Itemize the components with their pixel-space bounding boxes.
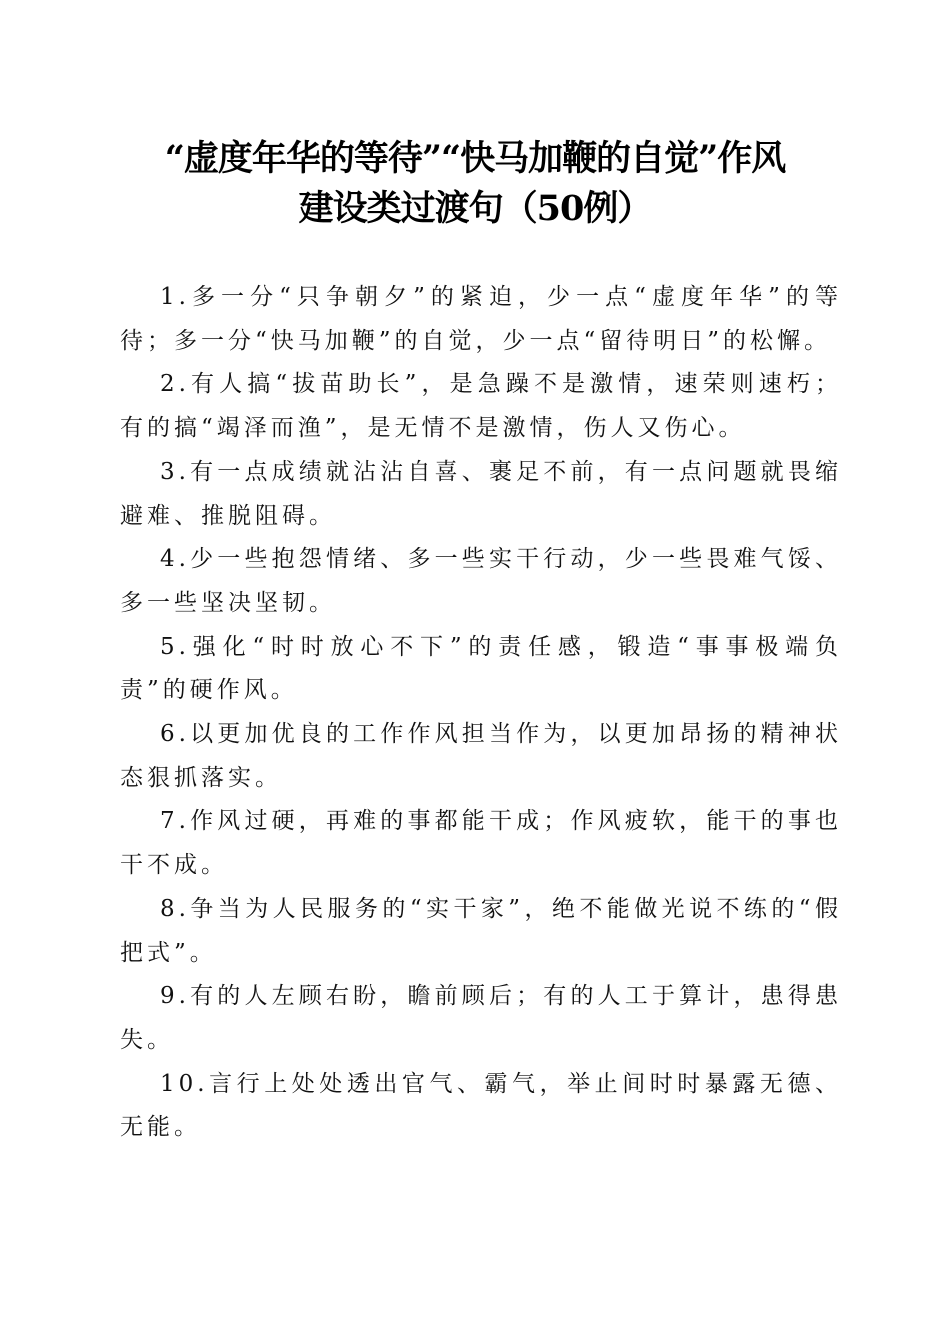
- document-body: [120, 276, 842, 1150]
- document-title: [100, 134, 850, 234]
- list-item: 3.有一点成绩就沾沾自喜、裹足不前，有一点问题就畏缩避难、推脱阻碍。: [120, 458, 842, 529]
- list-item: 6.以更加优良的工作作风担当作为，以更加昂扬的精神状态狠抓落实。: [120, 721, 842, 791]
- list-item: 7.作风过硬，再难的事都能干成；作风疲软，能干的事也干不成。: [120, 808, 842, 879]
- list-item: 2.有人搞“拔苗助长”，是急躁不是激情，速荣则速朽；有的搞“竭泽而渔”，是无情不是激情，伤人又伤心。: [120, 371, 842, 442]
- list-item: 5.强化“时时放心不下”的责任感，锻造“事事极端负责”的硬作风。: [120, 633, 842, 704]
- list-item: 9.有的人左顾右盼，瞻前顾后；有的人工于算计，患得患失。: [120, 983, 842, 1053]
- title-line-2: 建设类过渡句（50例）: [298, 188, 652, 229]
- title-line-1: “虚度年华的等待”“快马加鞭的自觉”作风: [164, 138, 786, 179]
- list-item: 1.多一分“只争朝夕”的紧迫，少一点“虚度年华”的等待；多一分“快马加鞭”的自觉，少一点“留待明日”的松懈。: [120, 284, 842, 354]
- list-item: 4.少一些抱怨情绪、多一些实干行动，少一些畏难气馁、多一些坚决坚韧。: [120, 546, 842, 616]
- list-item: 8.争当为人民服务的“实干家”，绝不能做光说不练的“假把式”。: [120, 895, 842, 966]
- list-item: 10.言行上处处透出官气、霸气，举止间时时暴露无德、无能。: [120, 1070, 842, 1141]
